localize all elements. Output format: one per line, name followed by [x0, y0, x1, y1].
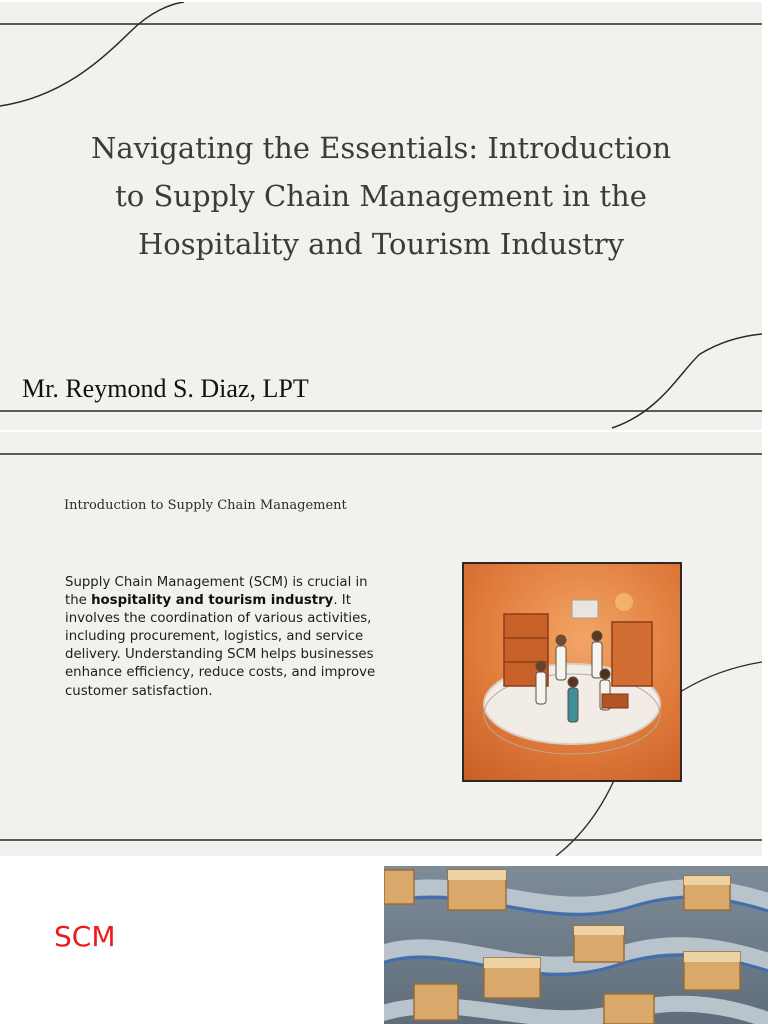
author-name: Mr. Reymond S. Diaz, LPT	[22, 374, 309, 403]
lab-illustration-art	[464, 564, 680, 780]
intro-slide	[0, 432, 762, 856]
conveyor-art	[384, 866, 768, 1024]
shelf-right	[612, 622, 652, 686]
lamp	[615, 593, 633, 611]
top-left-curve	[0, 2, 184, 106]
body-bold-1: hospitality and tourism industry	[91, 593, 334, 609]
bottom-right-curve	[612, 334, 762, 428]
title-line-2: to Supply Chain Management in the	[115, 179, 647, 213]
equipment	[572, 600, 598, 618]
title-line-3: Hospitality and Tourism Industry	[137, 227, 625, 261]
title-slide	[0, 2, 762, 430]
section-heading: Introduction to Supply Chain Management	[64, 498, 347, 513]
body-part-2: . It involves the coordination of various activities, including procurement, logistics, and service delivery. Understanding SCM helps businesses enhance efficiency, reduce costs, and improve customer satisfaction.	[65, 593, 376, 699]
scm-label: SCM	[54, 920, 116, 953]
page-title	[40, 124, 722, 268]
body-part-1: Supply Chain Management (SCM) is crucial in the	[65, 575, 368, 609]
desk	[602, 694, 628, 708]
intro-paragraph	[65, 574, 385, 701]
title-line-1: Navigating the Essentials: Introduction	[90, 131, 672, 165]
lab-illustration	[462, 562, 682, 782]
conveyor-boxes-photo	[384, 866, 768, 1024]
